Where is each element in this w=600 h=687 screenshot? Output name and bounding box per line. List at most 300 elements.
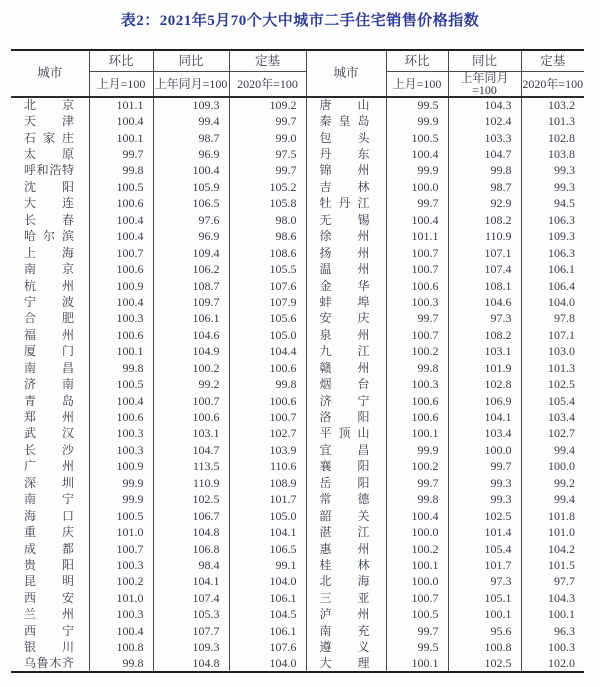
table-row [11, 228, 584, 244]
yoy-cell: 101.9 [448, 360, 521, 376]
yoy-cell: 97.6 [153, 212, 229, 228]
mom-cell: 100.4 [89, 113, 153, 129]
base-cell: 107.6 [229, 639, 306, 655]
header-row-sub [11, 71, 584, 97]
yoy-cell: 104.1 [153, 573, 229, 589]
mom-cell: 100.4 [89, 228, 153, 244]
city-name: 西宁 [24, 623, 74, 638]
city-cell [11, 376, 89, 392]
table-row [11, 343, 584, 359]
city-cell [11, 639, 89, 655]
base-cell: 99.7 [229, 162, 306, 178]
city-cell [306, 277, 386, 293]
city-name: 厦门 [24, 344, 74, 359]
city-cell [11, 442, 89, 458]
table-row [11, 179, 584, 195]
base-cell: 106.1 [521, 261, 584, 277]
base-cell: 105.5 [229, 261, 306, 277]
table-row [11, 244, 584, 260]
table-row [11, 392, 584, 408]
mom-cell: 99.8 [89, 162, 153, 178]
city-cell [11, 491, 89, 507]
mom-cell: 100.6 [386, 392, 448, 408]
city-cell [11, 195, 89, 211]
mom-cell: 100.9 [89, 277, 153, 293]
base-cell: 106.3 [521, 212, 584, 228]
city-name: 呼和浩特 [24, 163, 74, 178]
table-row [11, 376, 584, 392]
mom-cell: 100.1 [89, 129, 153, 145]
yoy-cell: 100.2 [153, 360, 229, 376]
yoy-cell: 107.7 [153, 623, 229, 639]
base-cell: 108.9 [229, 475, 306, 491]
city-cell [11, 409, 89, 425]
city-name: 赣州 [319, 360, 370, 375]
city-name: 大理 [319, 656, 370, 671]
mom-cell: 100.5 [386, 129, 448, 145]
city-name: 天津 [24, 114, 74, 129]
city-name: 岳阳 [319, 475, 370, 490]
yoy-cell: 105.9 [153, 179, 229, 195]
base-cell: 106.4 [521, 277, 584, 293]
mom-cell: 99.5 [386, 97, 448, 113]
table-row [11, 475, 584, 491]
city-name: 北京 [24, 98, 74, 113]
table-row [11, 113, 584, 129]
mom-cell: 99.8 [89, 360, 153, 376]
city-cell [306, 458, 386, 474]
mom-cell: 100.6 [89, 261, 153, 277]
subheader-base-right: 2020年=100 [521, 71, 584, 97]
city-name: 兰州 [24, 607, 74, 622]
yoy-cell: 110.9 [153, 475, 229, 491]
yoy-cell: 109.3 [153, 639, 229, 655]
city-name: 大连 [24, 196, 74, 211]
city-name: 乌鲁木齐 [24, 656, 74, 671]
base-cell: 104.2 [521, 540, 584, 556]
subheader-yoy-left: 上年同月=100 [153, 71, 229, 97]
city-cell [306, 655, 386, 671]
city-name: 湛江 [319, 525, 370, 540]
base-cell: 103.8 [521, 146, 584, 162]
mom-cell: 99.9 [386, 442, 448, 458]
col-header-city-right: 城市 [306, 50, 386, 97]
base-cell: 98.6 [229, 228, 306, 244]
base-cell: 97.7 [521, 573, 584, 589]
header-row-main [11, 50, 584, 71]
yoy-cell: 103.3 [448, 129, 521, 145]
city-cell [11, 97, 89, 113]
table-row [11, 540, 584, 556]
yoy-cell: 106.1 [153, 310, 229, 326]
city-cell [11, 277, 89, 293]
city-name: 北海 [319, 574, 370, 589]
city-cell [306, 343, 386, 359]
base-cell: 104.0 [229, 655, 306, 671]
mom-cell: 99.7 [386, 195, 448, 211]
table-row [11, 491, 584, 507]
city-name: 济南 [24, 377, 74, 392]
mom-cell: 100.3 [89, 425, 153, 441]
city-name: 遵义 [319, 640, 370, 655]
mom-cell: 100.2 [386, 343, 448, 359]
page-title: 表2：2021年5月70个大中城市二手住宅销售价格指数 [120, 13, 480, 29]
mom-cell: 100.4 [386, 146, 448, 162]
city-cell [11, 146, 89, 162]
city-name: 深圳 [24, 475, 74, 490]
city-name: 三亚 [319, 590, 370, 605]
base-cell: 99.4 [521, 442, 584, 458]
yoy-cell: 109.4 [153, 244, 229, 260]
mom-cell: 100.9 [89, 458, 153, 474]
yoy-cell: 100.6 [153, 409, 229, 425]
mom-cell: 99.9 [386, 113, 448, 129]
table-header [11, 50, 584, 97]
city-cell [306, 360, 386, 376]
base-cell: 105.8 [229, 195, 306, 211]
city-cell [11, 343, 89, 359]
city-name: 上海 [24, 245, 74, 260]
base-cell: 106.3 [521, 244, 584, 260]
city-name: 惠州 [319, 541, 370, 556]
mom-cell: 99.7 [386, 475, 448, 491]
table-row [11, 162, 584, 178]
yoy-cell: 100.1 [448, 606, 521, 622]
city-cell [306, 590, 386, 606]
yoy-cell: 99.4 [153, 113, 229, 129]
city-cell [306, 540, 386, 556]
city-cell [306, 491, 386, 507]
mom-cell: 99.9 [89, 475, 153, 491]
city-cell [306, 129, 386, 145]
base-cell: 107.1 [521, 327, 584, 343]
city-name: 重庆 [24, 525, 74, 540]
yoy-cell: 99.7 [448, 458, 521, 474]
mom-cell: 100.4 [386, 507, 448, 523]
table-row [11, 327, 584, 343]
city-name: 郑州 [24, 410, 74, 425]
city-name: 济宁 [319, 393, 370, 408]
mom-cell: 100.1 [386, 425, 448, 441]
city-cell [306, 392, 386, 408]
city-cell [11, 162, 89, 178]
yoy-cell: 100.8 [448, 639, 521, 655]
yoy-cell: 99.3 [448, 491, 521, 507]
table-row [11, 655, 584, 671]
mom-cell: 100.6 [386, 409, 448, 425]
yoy-cell: 104.9 [153, 343, 229, 359]
table-row [11, 195, 584, 211]
mom-cell: 100.7 [386, 261, 448, 277]
base-cell: 102.8 [521, 129, 584, 145]
city-cell [11, 623, 89, 639]
yoy-cell: 104.7 [153, 442, 229, 458]
city-cell [306, 97, 386, 113]
city-cell [306, 639, 386, 655]
city-cell [306, 557, 386, 573]
city-cell [11, 540, 89, 556]
mom-cell: 100.6 [89, 409, 153, 425]
yoy-cell: 106.5 [153, 195, 229, 211]
yoy-cell: 101.4 [448, 524, 521, 540]
mom-cell: 100.5 [89, 376, 153, 392]
mom-cell: 100.3 [89, 606, 153, 622]
mom-cell: 100.7 [386, 590, 448, 606]
base-cell: 106.1 [229, 623, 306, 639]
mom-cell: 100.0 [386, 573, 448, 589]
yoy-cell: 110.9 [448, 228, 521, 244]
table-row [11, 590, 584, 606]
table-row [11, 442, 584, 458]
mom-cell: 100.7 [386, 244, 448, 260]
mom-cell: 100.3 [386, 294, 448, 310]
base-cell: 100.0 [521, 458, 584, 474]
base-cell: 106.1 [229, 590, 306, 606]
base-cell: 104.1 [229, 524, 306, 540]
yoy-cell: 103.1 [153, 425, 229, 441]
table-row [11, 360, 584, 376]
mom-cell: 100.1 [386, 557, 448, 573]
city-cell [11, 244, 89, 260]
city-cell [11, 475, 89, 491]
city-name: 无锡 [319, 212, 370, 227]
mom-cell: 99.7 [386, 623, 448, 639]
yoy-cell: 104.7 [448, 146, 521, 162]
mom-cell: 100.6 [386, 277, 448, 293]
mom-cell: 99.7 [89, 146, 153, 162]
base-cell: 100.1 [521, 606, 584, 622]
city-name: 沈阳 [24, 179, 74, 194]
city-name: 襄阳 [319, 459, 370, 474]
yoy-cell: 102.4 [448, 113, 521, 129]
base-cell: 98.0 [229, 212, 306, 228]
base-cell: 109.2 [229, 97, 306, 113]
base-cell: 104.4 [229, 343, 306, 359]
mom-cell: 100.4 [386, 212, 448, 228]
subheader-mom-left: 上月=100 [89, 71, 153, 97]
base-cell: 100.3 [521, 639, 584, 655]
city-name: 石家庄 [24, 130, 74, 145]
yoy-cell: 105.1 [448, 590, 521, 606]
city-cell [306, 113, 386, 129]
table-row [11, 425, 584, 441]
city-name: 蚌埠 [319, 294, 370, 309]
city-cell [306, 212, 386, 228]
yoy-cell: 96.9 [153, 228, 229, 244]
table-row [11, 524, 584, 540]
yoy-cell: 104.8 [153, 524, 229, 540]
city-name: 南昌 [24, 360, 74, 375]
city-name: 包头 [319, 130, 370, 145]
mom-cell: 99.7 [386, 310, 448, 326]
base-cell: 99.3 [521, 162, 584, 178]
city-name: 青岛 [24, 393, 74, 408]
city-cell [306, 162, 386, 178]
base-cell: 103.9 [229, 442, 306, 458]
table-row [11, 557, 584, 573]
base-cell: 105.2 [229, 179, 306, 195]
city-cell [306, 310, 386, 326]
city-cell [306, 425, 386, 441]
yoy-cell: 96.9 [153, 146, 229, 162]
mom-cell: 100.5 [386, 606, 448, 622]
city-name: 南京 [24, 262, 74, 277]
base-cell: 105.6 [229, 310, 306, 326]
base-cell: 103.0 [521, 343, 584, 359]
city-cell [11, 392, 89, 408]
yoy-cell: 95.6 [448, 623, 521, 639]
city-cell [11, 294, 89, 310]
base-cell: 103.2 [521, 97, 584, 113]
city-cell [11, 310, 89, 326]
city-cell [306, 376, 386, 392]
col-header-yoy-right: 同比 [448, 50, 521, 71]
city-cell [306, 475, 386, 491]
city-cell [306, 195, 386, 211]
yoy-cell: 109.7 [153, 294, 229, 310]
city-name: 温州 [319, 262, 370, 277]
city-name: 合肥 [24, 311, 74, 326]
city-name: 徐州 [319, 229, 370, 244]
mom-cell: 99.5 [386, 639, 448, 655]
city-name: 海口 [24, 508, 74, 523]
city-name: 太原 [24, 147, 74, 162]
base-cell: 110.6 [229, 458, 306, 474]
city-cell [306, 606, 386, 622]
base-cell: 104.3 [521, 590, 584, 606]
city-name: 丹东 [319, 147, 370, 162]
city-name: 长沙 [24, 442, 74, 457]
yoy-cell: 98.7 [153, 129, 229, 145]
col-header-mom-right: 环比 [386, 50, 448, 71]
base-cell: 105.0 [229, 507, 306, 523]
city-cell [11, 261, 89, 277]
base-cell: 100.6 [229, 392, 306, 408]
base-cell: 97.5 [229, 146, 306, 162]
yoy-cell: 102.5 [153, 491, 229, 507]
base-cell: 101.3 [521, 113, 584, 129]
city-cell [11, 212, 89, 228]
yoy-cell: 107.4 [448, 261, 521, 277]
yoy-cell: 98.7 [448, 179, 521, 195]
base-cell: 105.4 [521, 392, 584, 408]
city-cell [306, 507, 386, 523]
table-row [11, 458, 584, 474]
base-cell: 99.8 [229, 376, 306, 392]
yoy-cell: 100.4 [153, 162, 229, 178]
yoy-cell: 104.3 [448, 97, 521, 113]
base-cell: 99.2 [521, 475, 584, 491]
mom-cell: 100.0 [386, 524, 448, 540]
yoy-cell: 108.2 [448, 327, 521, 343]
city-name: 西安 [24, 590, 74, 605]
mom-cell: 100.4 [89, 294, 153, 310]
mom-cell: 100.5 [89, 179, 153, 195]
mom-cell: 100.3 [89, 442, 153, 458]
mom-cell: 100.3 [386, 376, 448, 392]
mom-cell: 101.1 [386, 228, 448, 244]
city-name: 昆明 [24, 574, 74, 589]
mom-cell: 100.4 [89, 212, 153, 228]
table-row [11, 277, 584, 293]
col-header-base-right: 定基 [521, 50, 584, 71]
mom-cell: 100.5 [89, 507, 153, 523]
base-cell: 105.0 [229, 327, 306, 343]
mom-cell: 100.6 [89, 327, 153, 343]
city-cell [11, 327, 89, 343]
mom-cell: 99.8 [386, 491, 448, 507]
city-name: 泉州 [319, 327, 370, 342]
yoy-cell: 108.2 [448, 212, 521, 228]
yoy-cell: 102.8 [448, 376, 521, 392]
base-cell: 106.5 [229, 540, 306, 556]
table-row [11, 146, 584, 162]
city-name: 宜昌 [319, 442, 370, 457]
city-name: 泸州 [319, 607, 370, 622]
city-name: 福州 [24, 327, 74, 342]
city-name: 牡丹江 [319, 196, 370, 211]
mom-cell: 100.1 [89, 343, 153, 359]
city-name: 吉林 [319, 179, 370, 194]
base-cell: 99.3 [521, 179, 584, 195]
table-row [11, 129, 584, 145]
city-name: 扬州 [319, 245, 370, 260]
base-cell: 99.1 [229, 557, 306, 573]
city-name: 贵阳 [24, 557, 74, 572]
city-cell [11, 557, 89, 573]
yoy-cell: 109.3 [153, 97, 229, 113]
city-cell [306, 228, 386, 244]
city-cell [11, 606, 89, 622]
city-name: 南宁 [24, 492, 74, 507]
base-cell: 99.0 [229, 129, 306, 145]
base-cell: 104.0 [521, 294, 584, 310]
city-cell [306, 261, 386, 277]
city-name: 唐山 [319, 98, 370, 113]
yoy-cell: 102.5 [448, 655, 521, 671]
yoy-cell: 100.7 [153, 392, 229, 408]
city-name: 金华 [319, 278, 370, 293]
city-name: 洛阳 [319, 410, 370, 425]
yoy-cell: 108.1 [448, 277, 521, 293]
table-row [11, 409, 584, 425]
mom-cell: 100.6 [89, 195, 153, 211]
table-row [11, 294, 584, 310]
col-header-mom-left: 环比 [89, 50, 153, 71]
base-cell: 107.9 [229, 294, 306, 310]
city-cell [306, 146, 386, 162]
base-cell: 100.7 [229, 409, 306, 425]
city-name: 广州 [24, 459, 74, 474]
base-cell: 102.7 [521, 425, 584, 441]
base-cell: 104.0 [229, 573, 306, 589]
city-cell [306, 573, 386, 589]
city-name: 韶关 [319, 508, 370, 523]
base-cell: 99.7 [229, 113, 306, 129]
city-name: 杭州 [24, 278, 74, 293]
city-cell [11, 655, 89, 671]
base-cell: 101.5 [521, 557, 584, 573]
city-name: 秦皇岛 [319, 114, 370, 129]
city-cell [306, 327, 386, 343]
city-name: 银川 [24, 640, 74, 655]
city-cell [11, 507, 89, 523]
base-cell: 94.5 [521, 195, 584, 211]
city-cell [11, 524, 89, 540]
yoy-cell: 99.8 [448, 162, 521, 178]
table-row [11, 639, 584, 655]
mom-cell: 100.7 [386, 327, 448, 343]
